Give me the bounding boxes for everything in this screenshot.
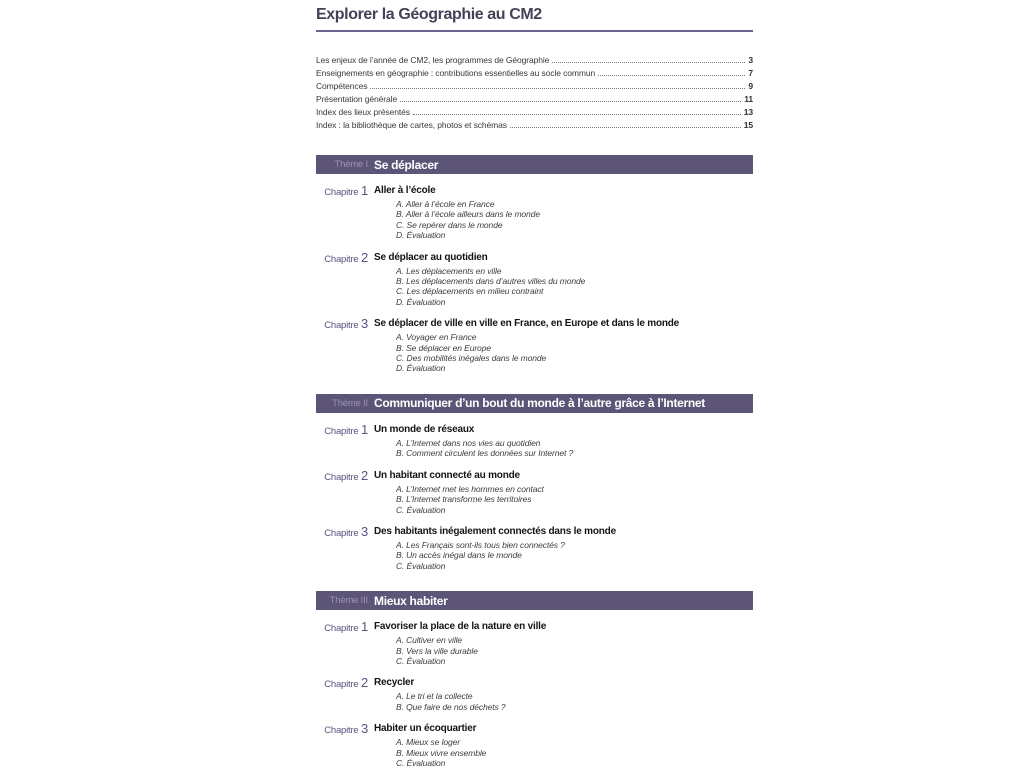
front-matter-list xyxy=(316,52,753,130)
chapter-entry xyxy=(316,317,753,374)
chapter-subitem-list xyxy=(374,635,753,666)
chapter-number: 2 xyxy=(360,467,368,483)
chapter-subitem-list xyxy=(374,332,753,374)
chapter-body xyxy=(374,469,753,515)
chapter-word: Chapitre xyxy=(324,320,359,332)
chapter-subitem: D. Évaluation xyxy=(396,296,446,307)
chapter-subitem: D. Évaluation xyxy=(396,230,446,241)
chapter-label xyxy=(316,469,368,515)
chapter-label xyxy=(316,251,368,308)
chapter-list xyxy=(316,184,753,374)
chapter-label xyxy=(316,525,368,571)
chapter-number: 1 xyxy=(360,183,368,198)
chapter-entry xyxy=(316,676,753,712)
chapter-subitem-list xyxy=(374,540,753,571)
chapter-title: Des habitants inégalement connectés dans le monde xyxy=(374,525,616,537)
chapter-subitem: A. Voyager en France xyxy=(396,332,477,343)
chapter-entry xyxy=(316,184,753,241)
chapter-title: Aller à l’école xyxy=(374,185,436,196)
chapter-word: Chapitre xyxy=(324,527,359,539)
chapter-subitem: A. Le tri et la collecte xyxy=(396,691,473,702)
chapter-number: 1 xyxy=(360,619,368,635)
toc-entry-label: Index des lieux présentés xyxy=(316,107,410,117)
chapter-subitem: D. Évaluation xyxy=(396,363,446,374)
chapter-subitem: B. Que faire de nos déchets ? xyxy=(396,701,506,712)
chapter-number: 3 xyxy=(360,721,368,737)
chapter-title: Se déplacer de ville en ville en France, en Europe et dans le monde xyxy=(374,318,680,330)
chapter-subitem-list xyxy=(374,737,753,768)
toc-entry xyxy=(316,78,753,91)
chapter-word: Chapitre xyxy=(324,623,359,635)
chapter-label xyxy=(316,620,368,666)
chapter-title: Recycler xyxy=(374,677,415,689)
theme-bar xyxy=(316,591,753,610)
chapter-subitem-list xyxy=(374,484,753,515)
chapter-label xyxy=(316,722,368,768)
chapter-subitem: B. Mieux vivre ensemble xyxy=(396,747,487,758)
toc-page xyxy=(316,0,753,768)
chapter-subitem-list xyxy=(374,691,753,712)
chapter-subitem: A. L’Internet dans nos vies au quotidien xyxy=(396,437,541,448)
chapter-word: Chapitre xyxy=(324,425,359,437)
chapter-entry xyxy=(316,423,753,459)
dotted-leader xyxy=(370,88,745,89)
chapter-number: 2 xyxy=(360,675,368,691)
chapter-subitem: B. Un accès inégal dans le monde xyxy=(396,550,522,561)
chapter-number: 3 xyxy=(360,523,368,539)
chapter-subitem: C. Évaluation xyxy=(396,560,446,571)
theme-section xyxy=(316,394,753,571)
chapter-number: 3 xyxy=(360,316,368,332)
toc-entry-page-number: 7 xyxy=(748,68,753,78)
toc-entry-page-number: 3 xyxy=(748,55,753,65)
chapter-title: Favoriser la place de la nature en ville xyxy=(374,621,547,633)
theme-label: Thème I xyxy=(334,159,368,170)
chapter-body xyxy=(374,317,753,374)
chapter-subitem: C. Se repérer dans le monde xyxy=(396,219,503,230)
theme-label: Thème III xyxy=(329,595,368,607)
toc-entry xyxy=(316,65,753,78)
toc-entry xyxy=(316,52,753,65)
chapter-number: 2 xyxy=(360,249,368,265)
chapter-body xyxy=(374,722,753,768)
chapter-subitem: B. Vers la ville durable xyxy=(396,645,478,656)
toc-entry-label: Index : la bibliothèque de cartes, photos et schémas xyxy=(316,120,507,130)
chapter-subitem: C. Évaluation xyxy=(396,504,446,515)
chapter-body xyxy=(374,184,753,241)
chapter-subitem-list xyxy=(374,438,753,459)
theme-bar xyxy=(316,155,753,174)
theme-section xyxy=(316,155,753,374)
chapter-subitem: A. L’Internet met les hommes en contact xyxy=(396,483,544,494)
theme-section xyxy=(316,591,753,768)
chapter-entry xyxy=(316,722,753,768)
chapter-body xyxy=(374,620,753,666)
chapter-title: Se déplacer au quotidien xyxy=(374,251,488,263)
chapter-list xyxy=(316,423,753,571)
chapter-word: Chapitre xyxy=(324,725,359,737)
chapter-body xyxy=(374,251,753,308)
chapter-title: Habiter un écoquartier xyxy=(374,723,477,735)
chapter-title: Un monde de réseaux xyxy=(374,423,475,435)
toc-entry-page-number: 13 xyxy=(743,107,753,117)
toc-entry-label: Enseignements en géographie : contributions essentielles au socle commun xyxy=(316,68,596,78)
toc-entry-page-number: 11 xyxy=(744,94,753,104)
chapter-subitem: C. Des mobilités inégales dans le monde xyxy=(396,353,547,364)
dotted-leader xyxy=(413,114,741,115)
chapter-entry xyxy=(316,251,753,308)
dotted-leader xyxy=(552,62,745,63)
chapter-subitem: A. Les Français sont-ils tous bien connectés ? xyxy=(396,539,565,550)
chapter-list xyxy=(316,620,753,768)
chapter-label xyxy=(316,423,368,459)
theme-bar xyxy=(316,394,753,413)
toc-entry xyxy=(316,104,753,117)
toc-entry xyxy=(316,117,753,130)
chapter-subitem: B. Aller à l’école ailleurs dans le monde xyxy=(396,209,540,220)
chapter-word: Chapitre xyxy=(324,253,359,265)
chapter-entry xyxy=(316,620,753,666)
theme-label: Thème II xyxy=(332,397,368,409)
chapter-subitem: A. Les déplacements en ville xyxy=(396,265,502,276)
chapter-subitem: A. Cultiver en ville xyxy=(396,635,463,646)
chapter-subitem: C. Les déplacements en milieu contraint xyxy=(396,286,544,297)
chapter-subitem: B. Comment circulent les données sur Internet ? xyxy=(396,448,574,459)
chapter-number: 1 xyxy=(360,421,368,437)
theme-title: Mieux habiter xyxy=(374,593,448,608)
chapter-word: Chapitre xyxy=(324,187,359,198)
chapter-body xyxy=(374,676,753,712)
chapter-entry xyxy=(316,525,753,571)
chapter-subitem: B. Se déplacer en Europe xyxy=(396,342,491,353)
dotted-leader xyxy=(400,101,741,102)
chapter-subitem-list xyxy=(374,199,753,241)
themes-container xyxy=(316,155,753,768)
toc-entry xyxy=(316,91,753,104)
chapter-body xyxy=(374,525,753,571)
dotted-leader xyxy=(510,127,741,128)
page-title: Explorer la Géographie au CM2 xyxy=(316,0,753,32)
chapter-subitem: B. L’Internet transforme les territoires xyxy=(396,494,532,505)
chapter-entry xyxy=(316,469,753,515)
chapter-subitem: A. Mieux se loger xyxy=(396,737,460,748)
theme-title: Se déplacer xyxy=(374,157,439,172)
chapter-subitem: B. Les déplacements dans d’autres villes du monde xyxy=(396,276,586,287)
chapter-word: Chapitre xyxy=(324,471,359,483)
chapter-subitem-list xyxy=(374,266,753,308)
chapter-word: Chapitre xyxy=(324,679,359,691)
chapter-label xyxy=(316,317,368,374)
chapter-subitem: C. Évaluation xyxy=(396,757,446,768)
toc-entry-page-number: 15 xyxy=(743,120,753,130)
toc-entry-label: Compétences xyxy=(316,81,368,91)
toc-entry-label: Les enjeux de l’année de CM2, les programmes de Géographie xyxy=(316,55,550,65)
dotted-leader xyxy=(598,75,745,76)
chapter-subitem: C. Évaluation xyxy=(396,655,446,666)
chapter-label xyxy=(316,184,368,241)
chapter-subitem: A. Aller à l’école en France xyxy=(396,199,495,209)
toc-entry-page-number: 9 xyxy=(748,81,753,91)
theme-title: Communiquer d’un bout du monde à l’autre grâce à l’Internet xyxy=(374,396,705,411)
chapter-label xyxy=(316,676,368,712)
chapter-body xyxy=(374,423,753,459)
toc-entry-label: Présentation générale xyxy=(316,94,398,104)
chapter-title: Un habitant connecté au monde xyxy=(374,469,520,481)
